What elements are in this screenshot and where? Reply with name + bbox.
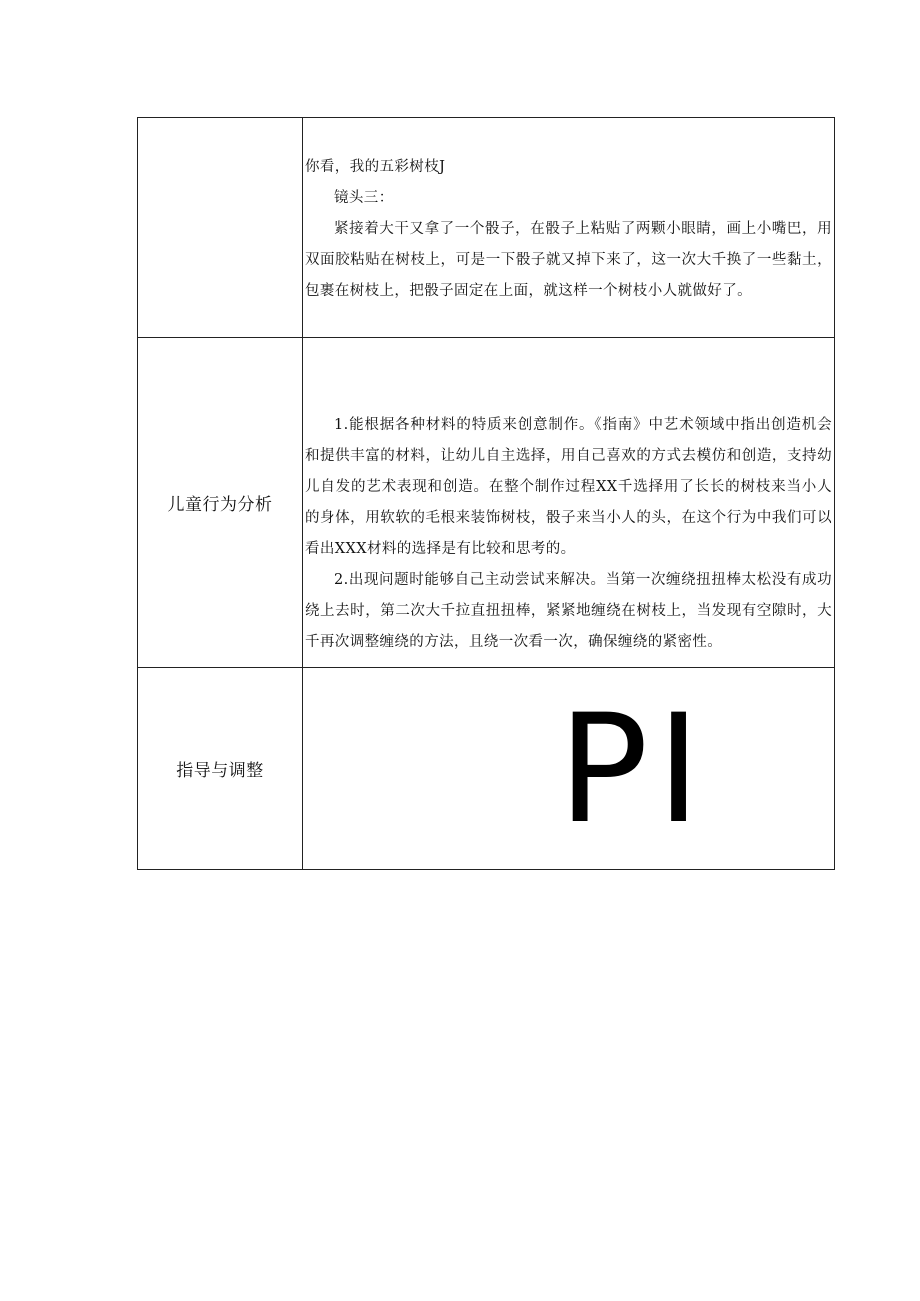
paragraph: 2.出现问题时能够自己主动尝试来解决。当第一次缠绕扭扭棒太松没有成功绕上去时，第二次大千拉直扭扭棒，紧紧地缠绕在树枝上，当发现有空隙时，大千再次调整缠绕的方法，且绕一次看一次，确保缠绕的紧密性。 (305, 572, 832, 650)
row-label-guidance: 指导与调整 (138, 668, 303, 870)
observation-record-cell (303, 118, 835, 338)
paragraph: 1.能根据各种材料的特质来创意制作。《指南》中艺术领域中指出创造机会和提供丰富的材料，让幼儿自主选择，用自己喜欢的方式去模仿和创造，支持幼儿自发的艺术表现和创造。在整个制作过程XX千选择用了长长的树枝来当小人的身体，用软软的毛根来装饰树枝，骰子来当小人的头，在这个行为中我们可以看出XXX材料的选择是有比较和思考的。 (305, 417, 832, 557)
table-row (138, 118, 835, 338)
observation-table (137, 117, 835, 870)
paragraph: 紧接着大干又拿了一个骰子，在骰子上粘贴了两颗小眼睛，画上小嘴巴，用双面胶粘贴在树枝上，可是一下骰子就又掉下来了，这一次大千换了一些黏土，包裹在树枝上，把骰子固定在上面，就这样一个树枝小人就做好了。 (305, 221, 832, 299)
behavior-analysis-cell (303, 338, 835, 668)
table-row (138, 338, 835, 668)
table-row (138, 668, 835, 870)
large-overlay-text: PI (558, 683, 709, 857)
row-label-behavior-analysis: 儿童行为分析 (138, 338, 303, 668)
paragraph: 你看，我的五彩树枝J (305, 159, 446, 175)
paragraph: 镜头三： (334, 190, 394, 206)
guidance-cell (303, 668, 835, 870)
row-label (138, 118, 303, 338)
